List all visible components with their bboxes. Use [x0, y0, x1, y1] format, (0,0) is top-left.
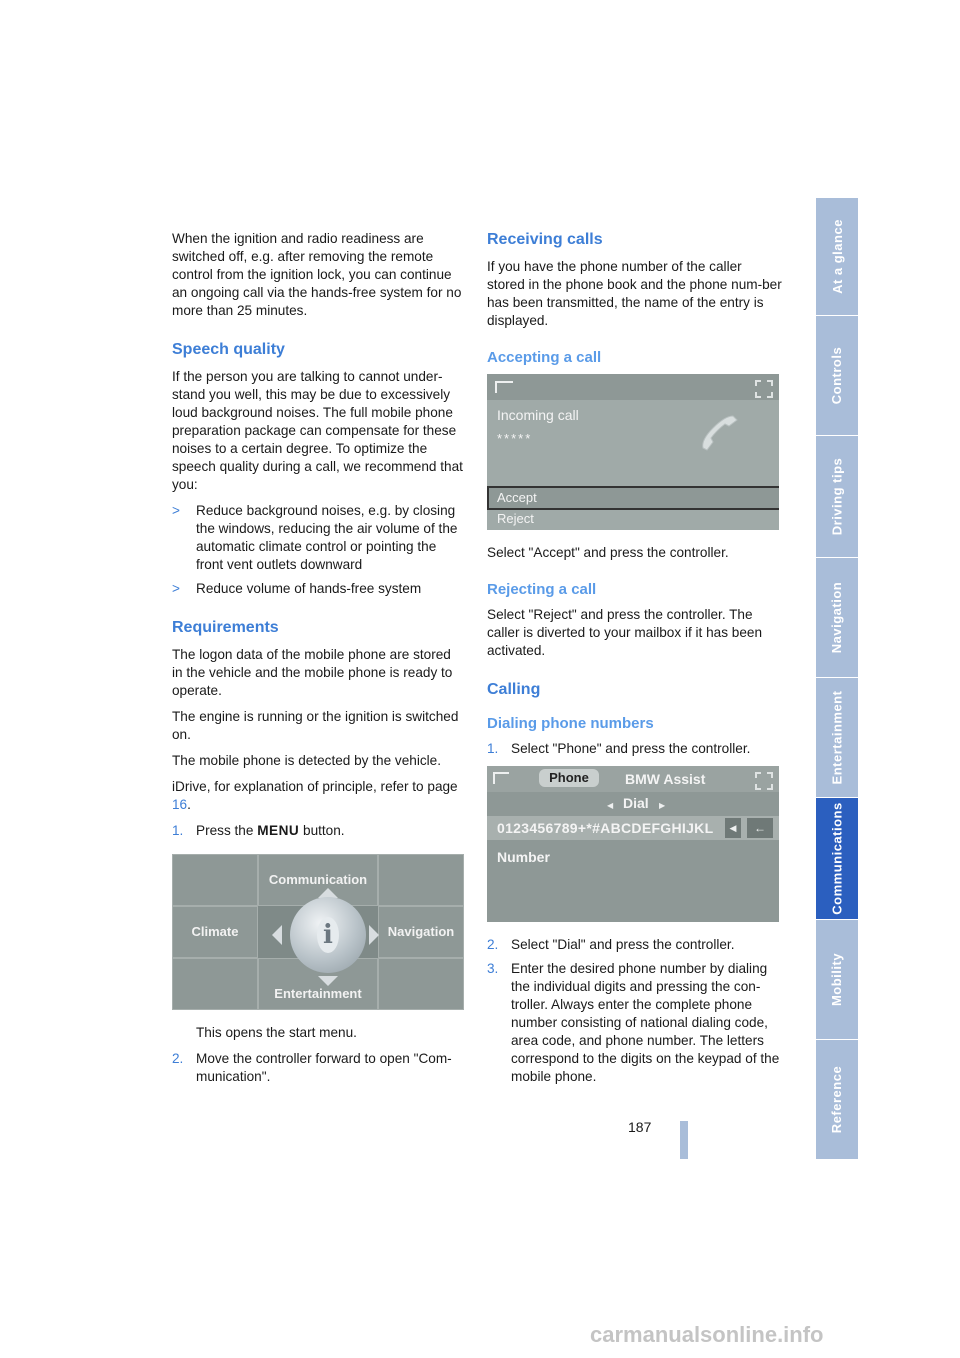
accept-option[interactable]: Accept — [487, 486, 779, 510]
dial-label[interactable]: Dial — [623, 795, 649, 811]
arrow-right-icon[interactable]: ▶ — [659, 801, 666, 810]
bullet-mark: > — [172, 581, 180, 596]
nav-label: Reference — [829, 1065, 845, 1134]
phone-handset-icon — [697, 410, 741, 454]
digit-speller[interactable]: 0123456789+*#ABCDEFGHIJKL — [497, 820, 714, 836]
menu-tile-empty — [172, 958, 258, 1010]
requirements-p4 — [172, 778, 464, 814]
incoming-call-screen — [487, 374, 779, 530]
nav-label: Controls — [829, 346, 845, 405]
back-icon[interactable] — [493, 772, 509, 784]
nav-label: Mobility — [829, 952, 845, 1007]
step1-pre: Press the — [196, 823, 258, 838]
menu-tile-navigation[interactable]: Navigation — [378, 906, 464, 958]
step-number: 1. — [487, 741, 499, 756]
nav-label: Entertainment — [829, 690, 845, 785]
p4-post: . — [187, 797, 191, 812]
speech-quality-paragraph: If the person you are talking to cannot under-stand you well, this may be due to excessively loud background noises. The full mobile phone preparation package can compensate for these noises to a certain degree. To optimize the speech quality during a call, we recommend that you: — [172, 369, 463, 492]
nav-tab-mobility[interactable] — [816, 919, 858, 1039]
tab-phone[interactable]: Phone — [539, 769, 599, 787]
bullet-item — [172, 580, 464, 598]
cursor-left-icon[interactable]: ◀ — [725, 818, 741, 838]
dialing-heading: Dialing phone numbers — [487, 715, 654, 732]
screen-top-bar — [487, 374, 779, 400]
step-text: Move the controller forward to open "Com-munication". — [196, 1051, 452, 1084]
nav-label: Driving tips — [829, 457, 845, 536]
nav-tab-navigation[interactable] — [816, 557, 858, 677]
receiving-calls-heading: Receiving calls — [487, 231, 603, 248]
dial-step-3 — [487, 960, 783, 1086]
rejecting-call-heading: Rejecting a call — [487, 581, 597, 598]
back-icon[interactable] — [495, 381, 513, 393]
bullet-text: Reduce background noises, e.g. by closing the windows, reducing the air volume of the automatic climate control or pointing the front vent outlets downward — [196, 503, 458, 572]
tab-bmw-assist[interactable]: BMW Assist — [625, 771, 706, 787]
menu-tile-climate[interactable]: Climate — [172, 906, 258, 958]
incoming-call-title: Incoming call — [497, 407, 579, 423]
step1-result — [172, 1024, 464, 1042]
arrow-down-icon — [318, 976, 338, 986]
step1-result-text: This opens the start menu. — [196, 1025, 357, 1040]
step1-post: button. — [299, 823, 345, 838]
page-link[interactable]: 16 — [172, 797, 188, 812]
bullet-item — [172, 502, 464, 574]
step-text: Enter the desired phone number by dialing the individual digits and pressing the con-troller. Always enter the complete phone number consisting of national dialing code, area code, and phone number. The letters correspond to the digits on the keypad of the mobile phone. — [511, 961, 780, 1084]
arrow-left-icon[interactable]: ◀ — [607, 801, 614, 810]
nav-tab-driving-tips[interactable] — [816, 435, 858, 557]
caller-stars: ***** — [497, 431, 533, 446]
number-field[interactable]: Number — [497, 849, 550, 865]
menu-tile-entertainment[interactable]: Entertainment — [258, 958, 378, 1010]
nav-tab-controls[interactable] — [816, 315, 858, 435]
step-text — [196, 822, 345, 840]
calling-heading: Calling — [487, 681, 541, 698]
menu-tile-empty — [378, 958, 464, 1010]
footer-watermark: carmanualsonline.info — [590, 1322, 824, 1347]
p4-pre: iDrive, for explanation of principle, refer to page — [172, 779, 458, 794]
accepting-call-heading: Accepting a call — [487, 349, 602, 366]
nav-tab-reference[interactable] — [816, 1039, 858, 1159]
backspace-icon[interactable]: ← — [747, 818, 773, 838]
start-menu-screen — [172, 854, 464, 1010]
nav-tab-entertainment[interactable] — [816, 677, 858, 797]
info-icon: i — [317, 917, 339, 953]
nav-label: Communications — [829, 802, 845, 915]
resize-icon[interactable] — [755, 772, 773, 790]
menu-button-label: MENU — [257, 823, 300, 838]
step-text: Select "Dial" and press the controller. — [511, 937, 735, 952]
menu-tile-empty — [172, 854, 258, 906]
arrow-left-icon — [272, 925, 282, 945]
bullet-text: Reduce volume of hands-free system — [196, 581, 422, 596]
rejecting-call-paragraph: Select "Reject" and press the controller. The caller is diverted to your mailbox if it has been activated. — [487, 607, 763, 658]
page-number: 187 — [628, 1119, 652, 1135]
step-text: Select "Phone" and press the controller. — [511, 741, 751, 756]
dial-step-1 — [487, 740, 783, 758]
phone-dial-screen — [487, 766, 779, 922]
step-number: 3. — [487, 961, 499, 976]
step-number: 2. — [487, 937, 499, 952]
step-number: 2. — [172, 1051, 184, 1066]
left-column — [172, 230, 464, 1092]
arrow-right-icon — [369, 925, 379, 945]
right-column — [487, 230, 783, 1092]
page-marker-bar — [680, 1121, 688, 1159]
receiving-calls-paragraph: If you have the phone number of the caller stored in the phone book and the phone num-ber has been transmitted, the name of the entry is displayed. — [487, 259, 782, 328]
requirements-heading: Requirements — [172, 619, 279, 636]
step-1 — [172, 822, 464, 840]
nav-tab-at-a-glance[interactable] — [816, 197, 858, 315]
step-2 — [172, 1050, 464, 1086]
resize-icon[interactable] — [755, 380, 773, 398]
requirements-p1: The logon data of the mobile phone are stored in the vehicle and the mobile phone is ready to operate. — [172, 647, 453, 698]
bullet-mark: > — [172, 503, 180, 518]
reject-option[interactable]: Reject — [497, 511, 534, 526]
nav-label: At a glance — [829, 219, 845, 294]
requirements-p2: The engine is running or the ignition is switched on. — [172, 709, 459, 742]
side-navigation — [816, 197, 858, 1159]
intro-paragraph: When the ignition and radio readiness are switched off, e.g. after removing the remote control from the ignition lock, you can continue an ongoing call via the hands-free system for no more than 25 minutes. — [172, 231, 462, 318]
step-number: 1. — [172, 823, 184, 838]
speech-quality-heading: Speech quality — [172, 341, 285, 358]
menu-tile-empty — [378, 854, 464, 906]
controller-knob-icon — [290, 897, 366, 973]
menu-tile-communication[interactable]: Communication — [258, 854, 378, 906]
requirements-p3: The mobile phone is detected by the vehicle. — [172, 753, 442, 768]
nav-label: Navigation — [829, 581, 845, 654]
nav-tab-communications[interactable] — [816, 797, 858, 919]
dial-step-2 — [487, 936, 783, 954]
accepting-call-paragraph: Select "Accept" and press the controller. — [487, 545, 729, 560]
